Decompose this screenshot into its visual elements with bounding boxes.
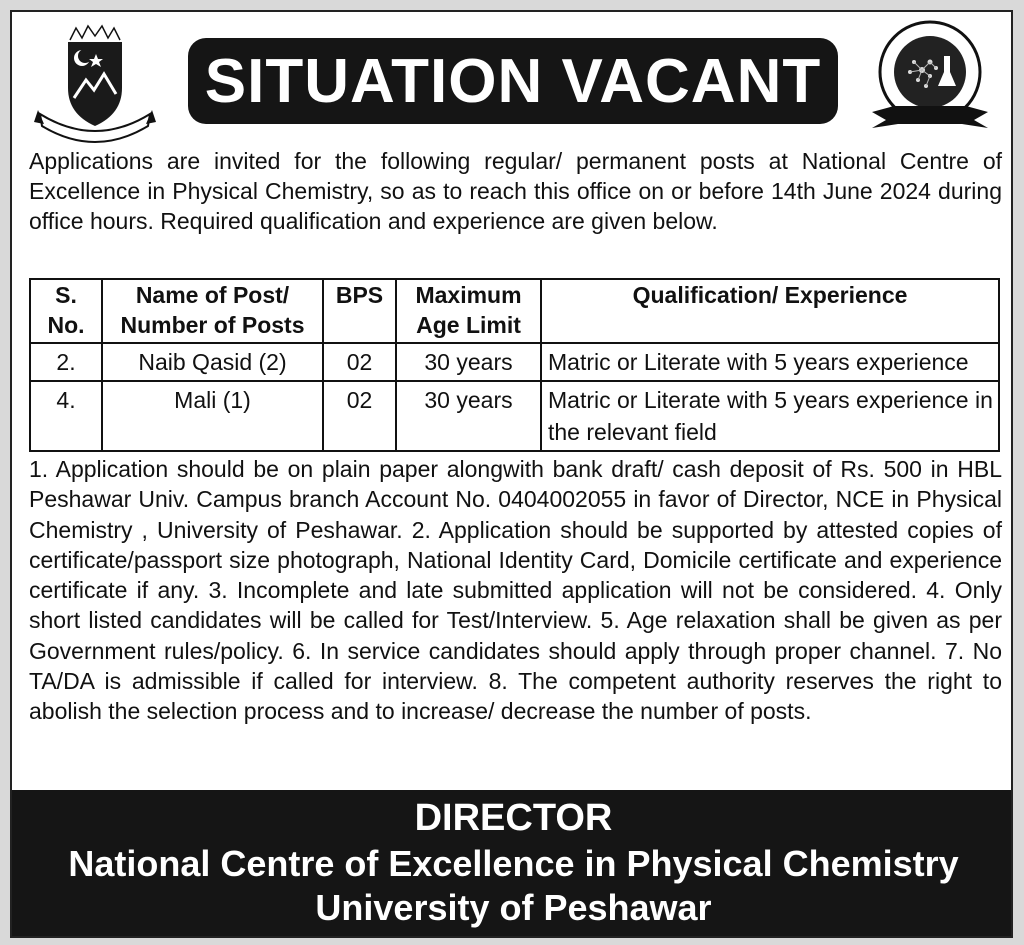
header-qualification: Qualification/ Experience <box>541 279 999 343</box>
footer-org-line2: University of Peshawar <box>315 887 712 928</box>
advertisement-page <box>10 10 1013 938</box>
cell-bps: 02 <box>323 343 396 381</box>
header-sno <box>30 279 102 343</box>
header-age-line2: Age Limit <box>416 312 521 338</box>
header-bps: BPS <box>323 279 396 343</box>
table-row <box>30 343 999 381</box>
header-age <box>396 279 541 343</box>
header-post-line2: Number of Posts <box>120 312 305 338</box>
cell-qualification: Matric or Literate with 5 years experience in the relevant field <box>541 381 999 451</box>
cell-sno: 2. <box>30 343 102 381</box>
cell-post: Mali (1) <box>102 381 323 451</box>
table-header-row <box>30 279 999 343</box>
header-post-line1: Name of Post/ <box>135 282 290 308</box>
title-banner <box>188 38 838 124</box>
table-row <box>30 381 999 451</box>
cell-age: 30 years <box>396 381 541 451</box>
cell-sno: 4. <box>30 381 102 451</box>
footer-role: DIRECTOR <box>414 797 613 839</box>
cell-qualification: Matric or Literate with 5 years experience <box>541 343 999 381</box>
footer-banner <box>12 790 1013 938</box>
cell-post: Naib Qasid (2) <box>102 343 323 381</box>
page-title: SITUATION VACANT <box>204 46 822 116</box>
cell-bps: 02 <box>323 381 396 451</box>
header-sno-line2: No. <box>47 312 85 338</box>
nce-seal-logo <box>864 16 996 144</box>
header-age-line1: Maximum <box>415 282 522 308</box>
university-crest-logo <box>30 18 160 148</box>
intro-paragraph: Applications are invited for the following regular/ permanent posts at National Centre of Excellence in Physical Chemistry, so as to reach this office on or before 14th June 2024 during office hours. Required qualification and experience are given below. <box>29 148 1002 234</box>
header-post <box>102 279 323 343</box>
cell-age: 30 years <box>396 343 541 381</box>
conditions-paragraph: 1. Application should be on plain paper alongwith bank draft/ cash deposit of Rs. 500 in HBL Peshawar Univ. Campus branch Account No. 0404002055 in favor of Director, NCE in Physical Chemistry , University of Peshawar. 2. Application should be supported by attested copies of certificate/passport size photograph, National Identity Card, Domicile certificate and experience certificate if any. 3. Incomplete and late submitted application will not be considered. 4. Only short listed candidates will be called for Test/Interview. 5. Age relaxation shall be given as per Government rules/policy. 6. In service candidates should apply through proper channel. 7. No TA/DA is admissible if called for interview. 8. The competent authority reserves the right to abolish the selection process and to increase/ decrease the number of posts. <box>29 456 1002 725</box>
header-sno-line1: S. <box>55 282 77 308</box>
posts-table <box>29 278 1000 452</box>
footer-org-line1: National Centre of Excellence in Physical Chemistry <box>68 843 959 884</box>
